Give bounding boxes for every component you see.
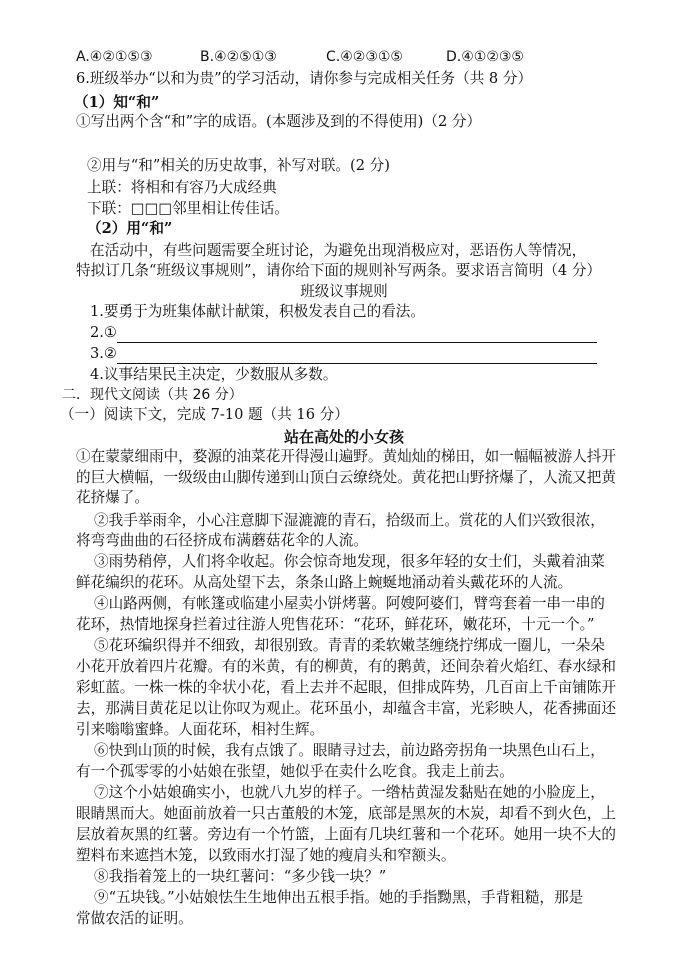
article-line: 眼睛黑而大。她面前放着一只古董般的木笼，底部是黑灰的木炭，却看不到火色，上 [76,805,616,822]
article-line: 鲜花编织的花环。从高处望下去，条条山路上蜿蜒地涌动着头戴花环的人流。 [76,574,573,591]
rule-3-answer-blank[interactable] [117,347,597,364]
article-line: 的巨大横幅，一级级由山脚传递到山顶白云缭绕处。黄花把山野挤爆了，人流又把黄 [76,469,616,486]
article-line: ⑦这个小姑娘确实小，也就八九岁的样子。一绺枯黄湿发黏贴在她的小脸庞上， [94,784,605,801]
rule-2-answer-blank[interactable] [117,326,597,343]
article-line: ⑨“五块钱。”小姑娘怯生生地伸出五根手指。她的手指黝黑，手背粗糙，那是 [94,889,584,906]
article-line: 层放着灰黑的红薯。旁边有一个竹篮，上面有几块红薯和一个花环。她用一块不大的 [76,826,616,843]
article-line: 塑料布来遮挡木笼，以致雨水打湿了她的瘦肩头和窄额头。 [76,847,456,864]
article-line: 花环，热情地探身拦着过往游人兜售花环：“花环，鲜花环，嫩花环，十元一个。” [76,616,595,633]
rule-1: 1.要勇于为班集体献计献策，积极发表自己的看法。 [90,303,425,320]
option-a: A.④②①⑤③ [76,49,153,65]
article-line: ⑥快到山顶的时候，我有点饿了。眼睛寻过去，前边路旁拐角一块黑色山石上， [94,742,605,759]
answer-options [76,47,524,67]
couplet-lower: 下联：□□□邻里相让传佳话。 [87,200,289,217]
article-title: 站在高处的小女孩 [283,428,404,446]
part-2-intro-line-2: 特拟订几条“班级议事规则”，请你给下面的规则补写两条。要求语言简明（4 分） [76,262,602,279]
section-2-heading: 二．现代文阅读（共 26 分） [62,387,243,403]
rule-2-prefix: 2.① [90,324,118,341]
article-line: ③雨势稍停，人们将伞收起。你会惊奇地发现，很多年轻的女士们，头戴着油菜 [94,553,605,570]
article-line: ④山路两侧，有帐篷或临建小屋卖小饼烤薯。阿嫂阿婆们，臂弯套着一串一串的 [94,595,605,612]
rules-title: 班级议事规则 [300,283,388,300]
option-b: B.④②⑤①③ [200,49,277,65]
article-line: 小花开放着四片花瓣。有的米黄，有的柳黄，有的鹅黄，还间杂着火焰红、春水绿和 [76,658,616,675]
article-line: ⑧我指着笼上的一块红薯问：“多少钱一块？” [94,868,387,885]
article-line: 常做农活的证明。 [76,910,193,927]
article-line: 花挤爆了。 [76,489,149,506]
part-1-task-1: ①写出两个含“和”字的成语。(本题涉及到的不得使用)（2 分） [76,113,482,130]
option-c: C.④②③①⑤ [326,49,403,65]
article-line: 彩虹蓝。一株一株的伞状小花，看上去并不起眼，但排成阵势，几百亩上千亩铺陈开 [76,679,616,696]
part-1-task-2: ②用与“和”相关的历史故事，补写对联。(2 分) [87,157,390,174]
part-2-intro-line-1: 在活动中，有些问题需要全班讨论，为避免出现消极应对，恶语伤人等情况， [90,242,587,259]
part-2-heading: （2）用“和” [87,220,173,237]
part-1-heading: （1）知“和” [74,94,160,111]
rule-3 [90,344,597,364]
article-line: ②我手举雨伞，小心注意脚下湿漉漉的青石，拾级而上。赏花的人们兴致很浓， [94,512,605,529]
section-2-subheading: （一）阅读下文，完成 7-10 题（共 16 分） [60,406,349,423]
article-line: ①在蒙蒙细雨中，婺源的油菜花开得漫山遍野。黄灿灿的梯田，如一幅幅被游人抖开 [76,448,616,465]
rule-2 [90,323,597,343]
couplet-upper: 上联：将相和有容乃大成经典 [87,179,277,196]
article-line: 引来嗡嗡蜜蜂。人面花环，相衬生辉。 [76,721,325,738]
rule-4: 4.议事结果民主决定，少数服从多数。 [90,366,338,383]
article-line: 将弯弯曲曲的石径挤成布满蘑菇花伞的人流。 [76,532,368,549]
option-d: D.④①②③⑤ [446,49,524,65]
article-line: ⑤花环编织得并不细致，却很别致。青青的柔软嫩茎缠绕拧绑成一圈儿，一朵朵 [94,637,605,654]
article-line: 有一个孤零零的小姑娘在张望，她似乎在卖什么吃食。我走上前去。 [76,763,514,780]
question-6-stem: 6.班级举办“以和为贵”的学习活动，请你参与完成相关任务（共 8 分） [76,70,533,87]
rule-3-prefix: 3.② [90,345,118,362]
article-line: 去，那满目黄花足以让你叹为观止。花环虽小，却蕴含丰富，光彩映人，花香拂面还 [76,700,616,717]
